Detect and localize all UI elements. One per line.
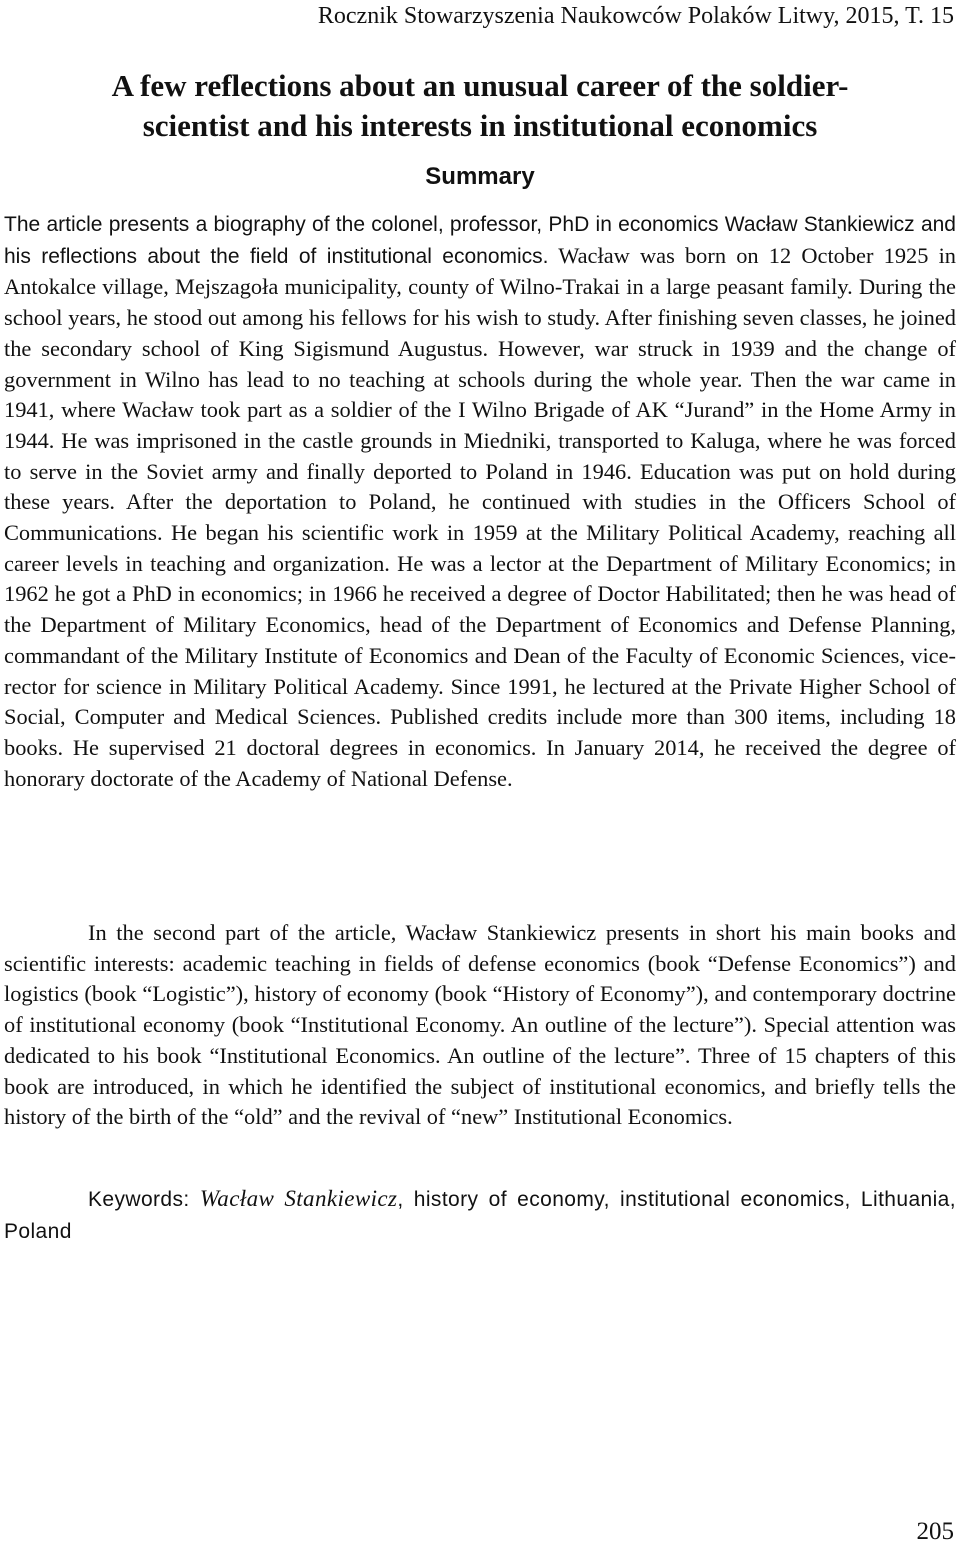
article-title <box>40 66 920 146</box>
page-number: 205 <box>916 1518 954 1545</box>
keywords-author-name: Wacław Stankiewicz <box>199 1186 398 1211</box>
article-title-line: A few reflections about an unusual career of the soldier- <box>111 68 849 103</box>
article-title-line: scientist and his interests in institutional economics <box>142 108 818 143</box>
summary-paragraph <box>4 209 956 794</box>
keywords-label: Keywords: <box>88 1188 200 1211</box>
summary-body-text: Wacław was born on 12 October 1925 in Antokalce village, Mejszagoła municipality, county of Wilno-Trakai in a large peasant family. During the school years, he stood out among his fellows for his wish to study. After finishing seven classes, he joined the secondary school of King Sigismund Augustus. However, war struck in 1939 and the change of government in Wilno has lead to no teaching at schools during the whole year. Then the war came in 1941, where Wacław took part as a soldier of the I Wilno Brigade of AK “Jurand” in the Home Army in 1944. He was imprisoned in the castle grounds in Miedniki, transported to Kaluga, where he was forced to serve in the Soviet army and finally deported to Poland in 1946. Education was put on hold during these years. After the deportation to Poland, he continued with studies in the Officers School of Communications. He began his scientific work in 1959 at the Military Political Academy, reaching all career levels in teaching and organization. He was a lector at the Department of Military Economics; in 1962 he got a PhD in economics; in 1966 he received a degree of Doctor Habilitated; then he was head of the Department of Military Economics, head of the Department of Economics and Defense Planning, commandant of the Military Institute of Economics and Dean of the Faculty of Economic Sciences, vice-rector for science in Military Political Academy. Since 1991, he lectured at the Private Higher School of Social, Computer and Medical Sciences. Published credits include more than 300 items, including 18 books. He supervised 21 doctoral degrees in economics. In January 2014, he received the degree of honorary doctorate of the Academy of National Defense. <box>4 242 956 791</box>
keywords-list: , history of economy, institutional economics, Lithuania, Poland <box>4 1188 956 1243</box>
running-header: Rocznik Stowarzyszenia Naukowców Polaków Litwy, 2015, T. 15 <box>317 3 954 29</box>
summary-lead-sentence: The article presents a biography of the colonel, professor, PhD in economics Wacław Stankiewicz and his reflections about the field of institutional economics. <box>4 213 956 268</box>
summary-heading: Summary <box>425 163 535 190</box>
keywords <box>4 1183 956 1248</box>
summary-paragraph: In the second part of the article, Wacław Stankiewicz presents in short his main books and scientific interests: academic teaching in fields of defense economics (book “Defense Economics”) and logistics (book “Logistic”), history of economy (book “History of Economy”), and contemporary doctrine of institutional economy (book “Institutional Economy. An outline of the lecture”). Special attention was dedicated to his book “Institutional Economics. An outline of the lecture”. Three of 15 chapters of this book are introduced, in which he identified the subject of institutional economics, and briefly tells the history of the birth of the “old” and the revival of “new” Institutional Economics. <box>4 920 956 1130</box>
